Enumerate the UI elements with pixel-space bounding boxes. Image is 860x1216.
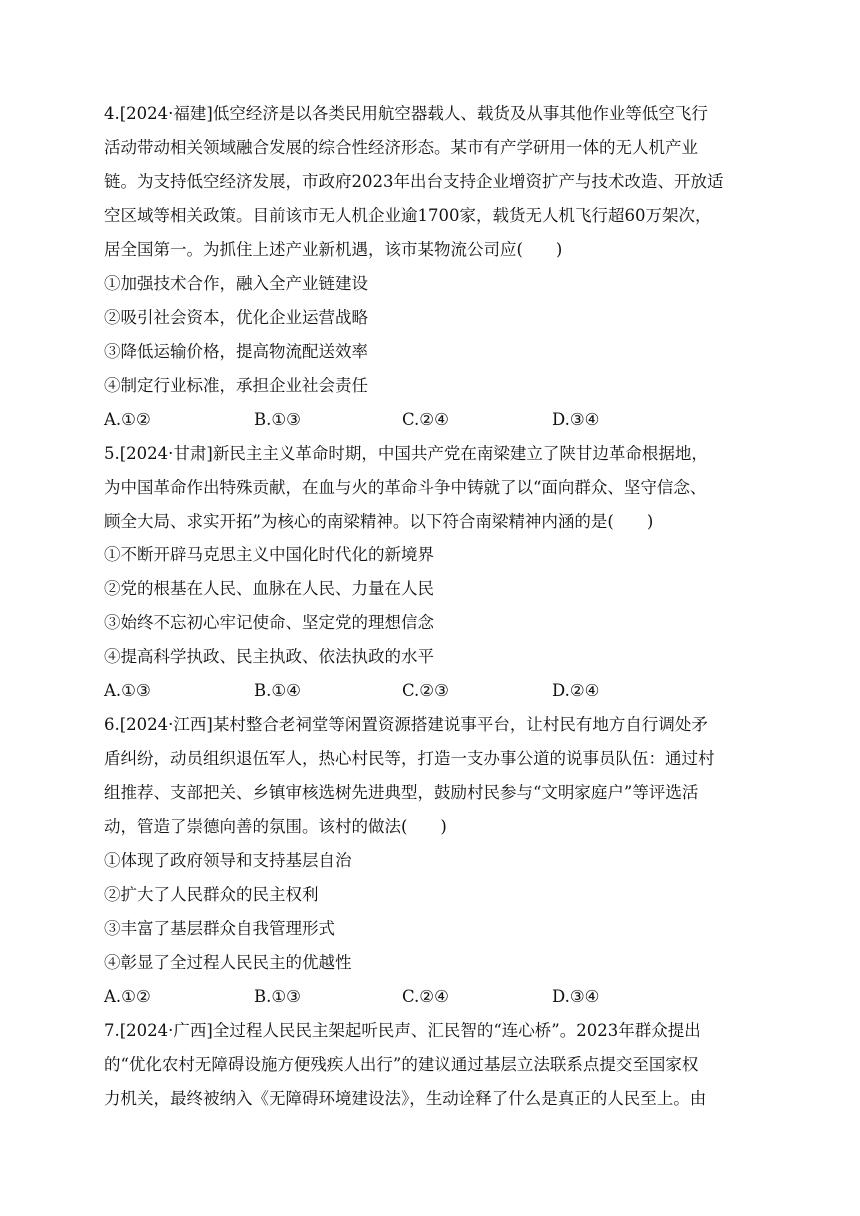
question-stem-line: 动，管造了崇德向善的氛围。该村的做法( ) (104, 817, 447, 836)
question-stem-line: 链。为支持低空经济发展，市政府2023年出台支持企业增资扩产与技术改造、开放适 (104, 172, 724, 191)
statement-item: ④制定行业标准，承担企业社会责任 (104, 376, 368, 395)
option-c[interactable]: C.②③ (402, 681, 449, 700)
option-d[interactable]: D.③④ (552, 410, 600, 429)
option-b[interactable]: B.①③ (254, 410, 301, 429)
question-stem-line: 5.[2024·甘肃]新民主主义革命时期，中国共产党在南梁建立了陕甘边革命根据地， (104, 444, 708, 463)
statement-item: ②吸引社会资本，优化企业运营战略 (104, 308, 368, 327)
question-stem-line: 活动带动相关领域融合发展的综合性经济形态。某市有产学研用一体的无人机产业 (104, 138, 698, 157)
question-stem-line: 力机关，最终被纳入《无障碍环境建设法》，生动诠释了什么是真正的人民至上。由 (104, 1089, 707, 1108)
statement-item: ②扩大了人民群众的民主权利 (104, 885, 319, 904)
statement-item: ③降低运输价格，提高物流配送效率 (104, 342, 368, 361)
question-stem-line: 居全国第一。为抓住上述产业新机遇，该市某物流公司应( ) (104, 240, 563, 259)
question-stem-line: 为中国革命作出特殊贡献，在血与火的革命斗争中铸就了以“面向群众、坚守信念、 (104, 478, 707, 497)
question-stem-line: 组推荐、支部把关、乡镇审核选树先进典型，鼓励村民参与“文明家庭户”等评选活 (104, 783, 699, 802)
question-stem-line: 顾全大局、求实开拓”为核心的南梁精神。以下符合南梁精神内涵的是( ) (104, 512, 654, 531)
option-b[interactable]: B.①④ (254, 681, 301, 700)
option-a[interactable]: A.①③ (104, 681, 151, 700)
statement-item: ③丰富了基层群众自我管理形式 (104, 919, 335, 938)
statement-item: ②党的根基在人民、血脉在人民、力量在人民 (104, 579, 434, 598)
option-d[interactable]: D.②④ (552, 681, 600, 700)
option-c[interactable]: C.②④ (402, 987, 449, 1006)
statement-item: ①体现了政府领导和支持基层自治 (104, 851, 352, 870)
question-stem-line: 4.[2024·福建]低空经济是以各类民用航空器载人、载货及从事其他作业等低空飞行 (104, 104, 708, 123)
option-c[interactable]: C.②④ (402, 410, 449, 429)
question-stem-line: 6.[2024·江西]某村整合老祠堂等闲置资源搭建说事平台，让村民有地方自行调处矛 (104, 715, 708, 734)
question-stem-line: 空区域等相关政策。目前该市无人机企业逾1700家，载货无人机飞行超60万架次， (104, 206, 712, 225)
question-stem-line: 的“优化农村无障碍设施方便残疾人出行”的建议通过基层立法联系点提交至国家权 (104, 1055, 699, 1074)
question-stem-line: 盾纠纷，动员组织退伍军人，热心村民等，打造一支办事公道的说事员队伍：通过村 (104, 749, 715, 768)
statement-item: ③始终不忘初心牢记使命、坚定党的理想信念 (104, 613, 434, 632)
option-a[interactable]: A.①② (104, 987, 151, 1006)
option-a[interactable]: A.①② (104, 410, 151, 429)
statement-item: ④提高科学执政、民主执政、依法执政的水平 (104, 647, 434, 666)
option-d[interactable]: D.③④ (552, 987, 600, 1006)
statement-item: ①不断开辟马克思主义中国化时代化的新境界 (104, 545, 434, 564)
statement-item: ④彰显了全过程人民民主的优越性 (104, 953, 352, 972)
statement-item: ①加强技术合作，融入全产业链建设 (104, 274, 368, 293)
question-stem-line: 7.[2024·广西]全过程人民民主架起听民声、汇民智的“连心桥”。2023年群众提出 (104, 1021, 701, 1040)
option-b[interactable]: B.①③ (254, 987, 301, 1006)
